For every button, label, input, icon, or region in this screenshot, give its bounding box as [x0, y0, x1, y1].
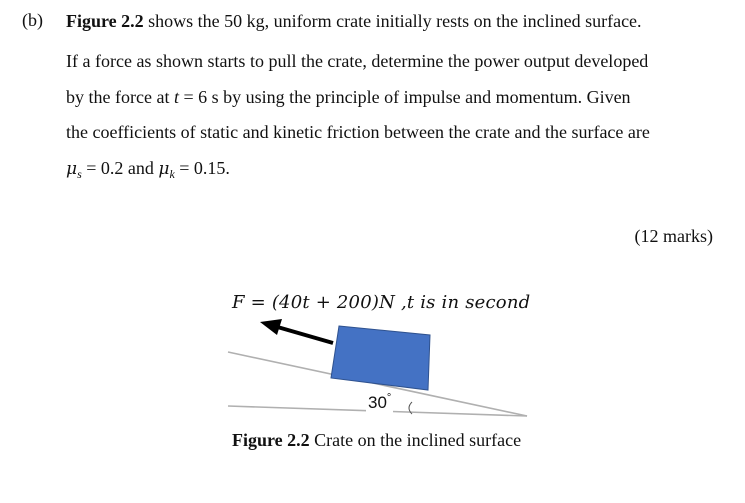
force-arrow-head — [260, 319, 282, 335]
time-variable: t — [173, 87, 179, 107]
question-part-label: (b) — [22, 10, 43, 30]
caption-figure-number: Figure 2.2 — [232, 430, 310, 450]
line-3-text-b: = 6 s by using the principle of impulse and momentum. Given — [178, 87, 631, 107]
figure-reference: Figure 2.2 — [66, 11, 144, 31]
angle-label — [366, 392, 393, 413]
crate — [331, 326, 430, 390]
mu-symbol: μ — [66, 159, 78, 179]
degree-symbol: ° — [386, 392, 392, 404]
force-label: F = (40t + 200)N ,t is in second — [232, 292, 531, 313]
angle-value: 30 — [368, 393, 387, 412]
question-line-2: If a force as shown starts to pull the crate, determine the power output developed — [66, 51, 649, 71]
mu-k-subscript: k — [169, 167, 175, 181]
question-line-4: the coefficients of static and kinetic friction between the crate and the surface are — [66, 122, 650, 142]
mu-symbol-2: μ — [158, 159, 170, 179]
line-1-text: shows the 50 kg, uniform crate initially rests on the inclined surface. — [143, 11, 642, 31]
figure-caption — [232, 430, 521, 451]
mu-k-value: = 0.15. — [174, 158, 230, 178]
caption-text: Crate on the inclined surface — [309, 430, 522, 450]
marks-label: (12 marks) — [634, 226, 713, 246]
mu-s-subscript: s — [77, 167, 82, 181]
line-3-text-a: by the force at — [66, 87, 174, 107]
force-arrow-shaft — [274, 326, 333, 343]
mu-s-value: = 0.2 and — [81, 158, 159, 178]
